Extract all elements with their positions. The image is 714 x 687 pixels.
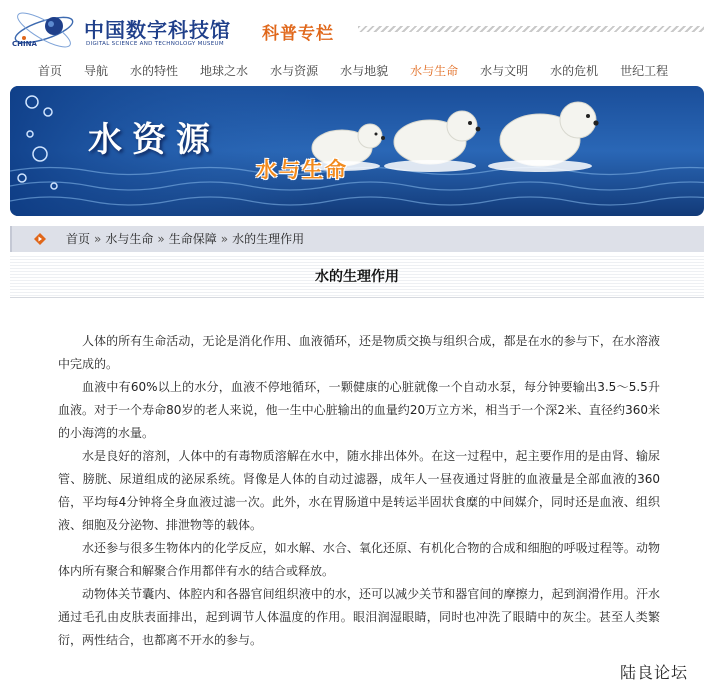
breadcrumb-separator: » <box>157 232 165 246</box>
title-band <box>10 256 704 296</box>
forum-watermark: 陆良论坛 <box>620 663 689 682</box>
nav-item[interactable]: 导航 <box>84 64 109 78</box>
breadcrumb-link[interactable]: 首页 <box>66 232 91 246</box>
site-header <box>0 0 714 58</box>
article-paragraph: 水是良好的溶剂，人体中的有毒物质溶解在水中，随水排出体外。在这一过程中，起主要作用的是由肾、输尿管、膀胱、尿道组成的泌尿系统。肾像是人体的自动过滤器，成年人一昼夜通过肾脏的血液量是全部血液的360倍，平均每4分钟将全身血液过滤一次。此外，水在胃肠道中是转运半固状食糜的中间媒介，同时还是血液、组织液、细胞及分泌物、排泄物等的载体。 <box>58 449 660 532</box>
nav-item[interactable]: 世纪工程 <box>620 64 669 78</box>
breadcrumb-link[interactable]: 水与生命 <box>105 232 154 246</box>
title-divider <box>10 297 704 298</box>
breadcrumb-trail <box>66 226 304 252</box>
site-subtitle: DIGITAL SCIENCE AND TECHNOLOGY MUSEUM <box>86 41 224 47</box>
main-nav <box>38 60 690 82</box>
banner-title: 水资源 <box>88 120 220 160</box>
nav-item[interactable]: 首页 <box>38 64 63 78</box>
logo-china-text: CHINA <box>12 40 37 48</box>
nav-item[interactable]: 水与生命 <box>410 64 459 78</box>
banner-subtitle: 水与生命 <box>256 158 348 182</box>
breadcrumb-separator: » <box>220 232 229 246</box>
nav-item[interactable]: 水与地貌 <box>340 64 389 78</box>
header-divider <box>358 26 704 32</box>
banner <box>10 86 704 216</box>
nav-item[interactable]: 地球之水 <box>200 64 249 78</box>
breadcrumb-link: 水的生理作用 <box>232 232 305 246</box>
column-title: 科普专栏 <box>262 24 334 44</box>
article-paragraph: 血液中有60%以上的水分，血液不停地循环，一颗健康的心脏就像一个自动水泵，每分钟要输出3.5～5.5升血液。对于一个寿命80岁的老人来说，他一生中心脏输出的血量约20万立方米，相当于一个深2米、直径约360米的小海湾的水量。 <box>58 380 660 440</box>
article-paragraph: 水还参与很多生物体内的化学反应，如水解、水合、氧化还原、有机化合物的合成和细胞的呼吸过程等。动物体内所有聚合和解聚合作用都伴有水的结合或释放。 <box>58 541 660 578</box>
breadcrumb-link[interactable]: 生命保障 <box>168 232 217 246</box>
breadcrumb-separator: » <box>94 232 102 246</box>
article-body <box>58 330 660 652</box>
article-paragraph: 人体的所有生命活动，无论是消化作用、血液循环，还是物质交换与组织合成，都是在水的参与下，在水溶液中完成的。 <box>58 334 660 371</box>
nav-item[interactable]: 水的特性 <box>130 64 179 78</box>
article-paragraph: 动物体关节囊内、体腔内和各器官间组织液中的水，还可以减少关节和器官间的摩擦力，起到润滑作用。汗水通过毛孔由皮肤表面排出，起到调节人体温度的作用。眼泪润湿眼睛，同时也冲洗了眼睛中的灰尘。甚至人类繁衍，两性结合，也都离不开水的参与。 <box>58 587 660 647</box>
orange-diamond-arrow-icon <box>34 233 46 245</box>
nav-item[interactable]: 水与文明 <box>480 64 529 78</box>
page-title: 水的生理作用 <box>315 269 399 285</box>
nav-item[interactable]: 水与资源 <box>270 64 319 78</box>
breadcrumb <box>10 226 704 252</box>
nav-item[interactable]: 水的危机 <box>550 64 599 78</box>
site-title[interactable]: 中国数字科技馆 <box>84 18 231 42</box>
